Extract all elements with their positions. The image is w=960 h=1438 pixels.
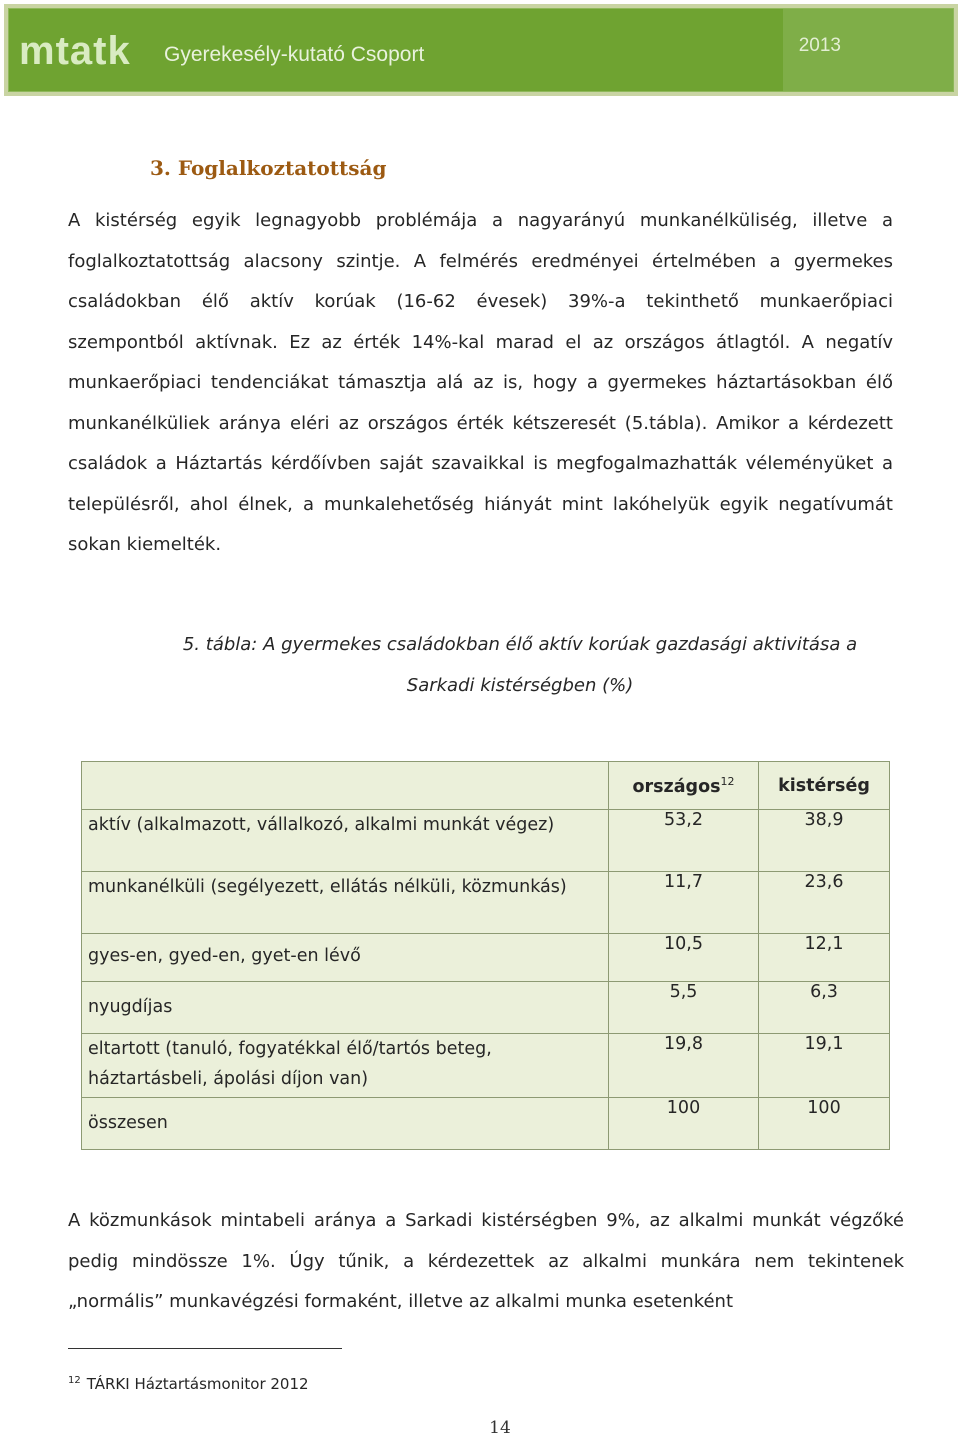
value-kisterseg: 19,1 xyxy=(759,1034,890,1098)
value-kisterseg: 12,1 xyxy=(759,934,890,982)
value-orszagos: 11,7 xyxy=(609,872,759,934)
paragraph-1: A kistérség egyik legnagyobb problémája a nagyarányú munkanélküliség, illetve a foglalkoztatottság alacsony szintje. A felmérés eredményei értelmében a gyermekes családokban élő aktív korúak (16-62 évesek) 39%-a tekinthető munkaerőpiaci szempontból aktívnak. Ez az érték 14%-kal marad el az országos átlagtól. A negatív munkaerőpiaci tendenciákat támasztja alá az is, hogy a gyermekes háztartásokban élő munkanélküliek aránya eléri az országos érték kétszeresét (5.tábla). Amikor a kérdezett családok a Háztartás kérdőívben saját szavaikkal is megfogalmazhatták véleményüket a településről, ahol élnek, a munkalehetőség hiányát mint lakóhelyük egyik negatívumát sokan kiemelték. xyxy=(68,210,893,555)
value-kisterseg: 100 xyxy=(759,1098,890,1150)
row-label: munkanélküli (segélyezett, ellátás nélküli, közmunkás) xyxy=(82,872,609,934)
value-kisterseg: 38,9 xyxy=(759,810,890,872)
header-banner xyxy=(4,4,958,96)
header-title: Gyerekesély-kutató Csoport xyxy=(164,43,425,66)
value-orszagos: 53,2 xyxy=(609,810,759,872)
footnote-divider xyxy=(68,1348,342,1349)
table-row xyxy=(82,872,890,934)
row-label: aktív (alkalmazott, vállalkozó, alkalmi munkát végez) xyxy=(82,810,609,872)
mtatk-logo: mtatk xyxy=(19,29,131,73)
paragraph-2: A közmunkások mintabeli aránya a Sarkadi kistérségben 9%, az alkalmi munkát végzőké pedig mindössze 1%. Úgy tűnik, a kérdezettek az alkalmi munkára nem tekintenek „normális” munkavégzési formaként, illetve az alkalmi munka esetenként xyxy=(68,1210,904,1312)
table-row xyxy=(82,810,890,872)
header-year: 2013 xyxy=(798,35,841,56)
value-orszagos: 19,8 xyxy=(609,1034,759,1098)
section-heading: 3. Foglalkoztatottság xyxy=(150,156,387,180)
value-orszagos: 10,5 xyxy=(609,934,759,982)
footnote xyxy=(68,1375,309,1393)
value-kisterseg: 23,6 xyxy=(759,872,890,934)
footnote-number: 12 xyxy=(68,1375,81,1386)
table-row xyxy=(82,1034,890,1098)
table-header-kisterseg: kistérség xyxy=(759,762,890,810)
footnote-text: TÁRKI Háztartásmonitor 2012 xyxy=(86,1375,309,1393)
row-label: összesen xyxy=(82,1098,609,1150)
header-banner-inner xyxy=(8,8,954,92)
footnote-ref: 12 xyxy=(720,774,735,788)
table-caption-line-1: 5. tábla: A gyermekes családokban élő aktív korúak gazdasági aktivitása a xyxy=(182,634,858,655)
table-header-row xyxy=(82,762,890,810)
table-caption-line-2: Sarkadi kistérségben (%) xyxy=(406,675,634,696)
table-row xyxy=(82,1098,890,1150)
table-header-orszagos: országos$^{12}$ xyxy=(609,762,759,810)
row-label: nyugdíjas xyxy=(82,982,609,1034)
row-label: gyes-en, gyed-en, gyet-en lévő xyxy=(82,934,609,982)
table-row xyxy=(82,982,890,1034)
value-kisterseg: 6,3 xyxy=(759,982,890,1034)
value-orszagos: 5,5 xyxy=(609,982,759,1034)
row-label: eltartott (tanuló, fogyatékkal élő/tartós beteg, háztartásbeli, ápolási díjon van) xyxy=(82,1034,609,1098)
table-row xyxy=(82,934,890,982)
page-number: 14 xyxy=(489,1418,511,1438)
value-orszagos: 100 xyxy=(609,1098,759,1150)
table-header-empty xyxy=(82,762,609,810)
economic-activity-table xyxy=(81,761,890,1150)
